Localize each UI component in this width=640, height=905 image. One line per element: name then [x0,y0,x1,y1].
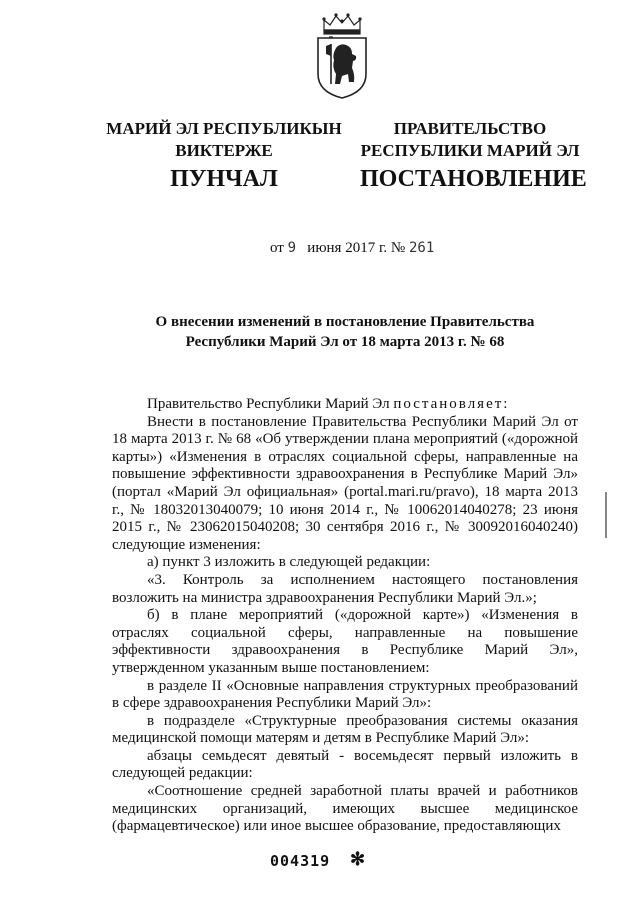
paragraph: в подразделе «Структурные преобразования системы оказания медицинской помощи матерям и детям в Республике Марий Эл»: [112,712,578,747]
date-prefix: от [270,240,284,256]
header-right-line-1: ПРАВИТЕЛЬСТВО [393,119,547,138]
scan-artifact [605,492,607,538]
header-left-line-1: МАРИЙ ЭЛ РЕСПУБЛИКЫН [106,119,342,138]
coat-of-arms-icon [312,10,372,100]
paragraph: б) в плане мероприятий («дорожной карте») «Изменения в отраслях социальной сферы, направленные на повышение эффективности здравоохранения в Республике Марий Эл», утвержденном указанным выше постановлением: [112,607,578,676]
serial-number: 004319 [270,852,331,870]
paragraph-resolves-verb: постановляет: [393,396,510,412]
paragraph-resolves-subject: Правительство Республики Марий Эл [147,396,390,412]
paragraph: Внести в постановление Правительства Республики Марий Эл от 18 марта 2013 г. № 68 «Об утверждении плана мероприятий («дорожной карты») «Изменения в отраслях социальной сферы, направленные на повышение эффективности здравоохранения в Республике Марий Эл» (портал «Марий Эл официальная» (portal.mari.ru/pravo), 18 марта 2013 г., № 18032013040079; 10 июня 2014 г., № 10062014040278; 23 июня 2015 г., № 23062015040208; 30 сентября 2016 г., № 30092016040240) следующие изменения: [112,413,578,553]
document-title-line-2: Республики Марий Эл от 18 марта 2013 г. № 68 [185,334,505,350]
document-number: 261 [408,240,435,256]
document-body [112,396,578,836]
paragraph: «3. Контроль за исполнением настоящего постановления возложить на министра здравоохранения Республики Марий Эл.»; [112,571,578,606]
header-left-doc-type: ПУНЧАЛ [170,166,278,192]
serial-mark-icon: ✻ [350,849,366,869]
document-title [110,312,580,352]
header-left-line-2: ВИКТЕРЖЕ [175,141,273,160]
paragraph: «Соотношение средней заработной платы врачей и работников медицинских организаций, имеющих высшее медицинское (фармацевтическое) или иное высшее образование, предоставляющих [112,783,578,835]
date-day: 9 [287,240,297,256]
paragraph-resolves [112,396,578,414]
header-right-line-2: РЕСПУБЛИКИ МАРИЙ ЭЛ [360,141,580,160]
header-left-issuer [100,118,348,162]
paragraph: в разделе II «Основные направления структурных преобразований в сфере здравоохранения Республики Марий Эл»: [112,677,578,712]
date-month-year: июня 2017 г. № [307,240,406,256]
header-right-doc-type: ПОСТАНОВЛЕНИЕ [360,166,587,192]
date-line [270,240,434,257]
document-title-line-1: О внесении изменений в постановление Правительства [155,314,535,330]
paragraph: абзацы семьдесят девятый - восемьдесят первый изложить в следующей редакции: [112,747,578,782]
header-right-issuer [360,118,580,162]
paragraph: а) пункт 3 изложить в следующей редакции: [147,554,431,571]
